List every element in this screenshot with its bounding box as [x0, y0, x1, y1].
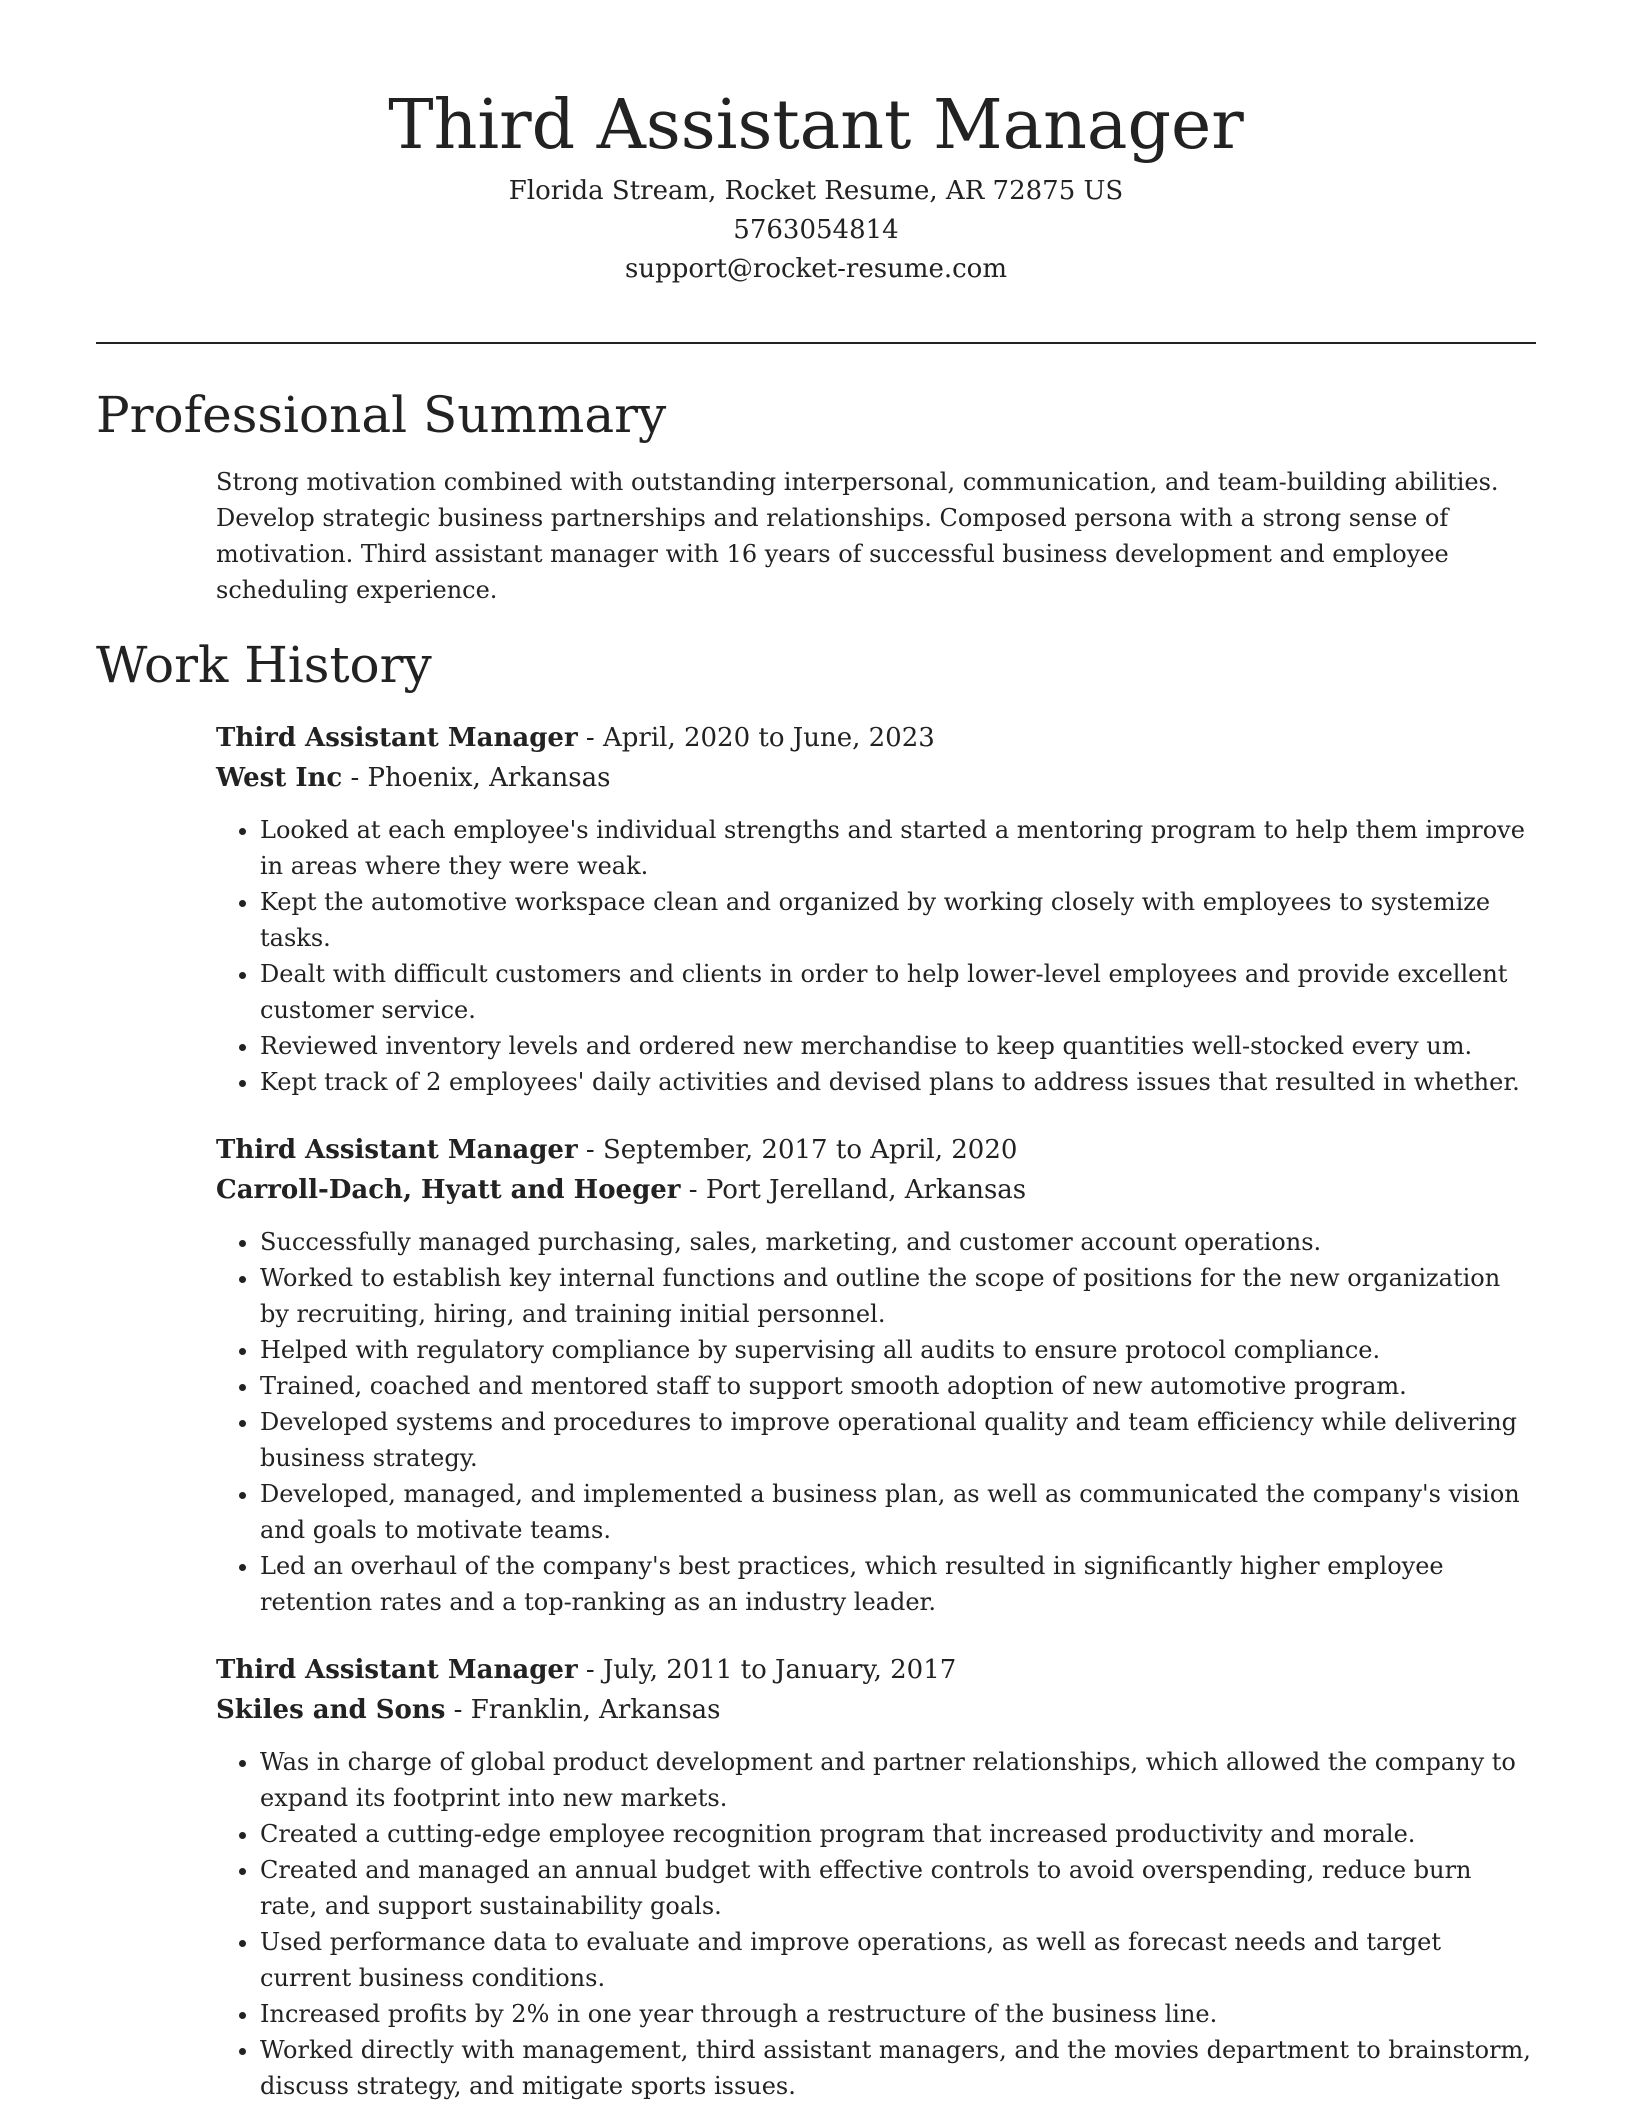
job-separator: - — [680, 1175, 706, 1205]
job-title: Third Assistant Manager — [216, 1135, 578, 1165]
job-dates: July, 2011 to January, 2017 — [602, 1655, 957, 1685]
job-location: Port Jerelland, Arkansas — [705, 1175, 1027, 1205]
resume-header — [96, 80, 1536, 289]
job-bullet: • Created a cutting-edge employee recognition program that increased productivity and morale. — [260, 1816, 1536, 1852]
job-bullet-list — [216, 812, 1536, 1100]
job-dates: September, 2017 to April, 2020 — [602, 1135, 1018, 1165]
job-title-line — [216, 1130, 1536, 1170]
job-company-line — [216, 758, 1536, 798]
summary-heading: Professional Summary — [96, 386, 667, 444]
summary-text: Strong motivation combined with outstanding interpersonal, communication, and team-building abilities. Develop strategic business partnerships and relationships. Composed persona with a strong sense of motivation. Third assistant manager with 16 years of successful business development and employee scheduling experience. — [216, 468, 1499, 604]
work-history-list — [96, 718, 1536, 2104]
job-title-line — [216, 718, 1536, 758]
contact-phone: 5763054814 — [733, 215, 899, 245]
job-bullet: • Trained, coached and mentored staff to support smooth adoption of new automotive program. — [260, 1368, 1536, 1404]
resume-body — [96, 380, 1536, 2112]
work-history-heading: Work History — [96, 636, 432, 694]
job-separator: - — [445, 1695, 471, 1725]
job-company: West Inc — [216, 763, 343, 793]
job-bullet: • Reviewed inventory levels and ordered new merchandise to keep quantities well-stocked every um. — [260, 1028, 1536, 1064]
job-bullet: • Worked directly with management, third assistant managers, and the movies department to brainstorm, discuss strategy, and mitigate sports issues. — [260, 2032, 1536, 2104]
job-bullet: • Successfully managed purchasing, sales, marketing, and customer account operations. — [260, 1224, 1536, 1260]
job-entry — [216, 1650, 1536, 2104]
job-bullet: • Increased profits by 2% in one year through a restructure of the business line. — [260, 1996, 1536, 2032]
job-dates: April, 2020 to June, 2023 — [602, 723, 935, 753]
contact-address: Florida Stream, Rocket Resume, AR 72875 US — [508, 176, 1124, 206]
job-bullet: • Developed, managed, and implemented a business plan, as well as communicated the company's vision and goals to motivate teams. — [260, 1476, 1536, 1548]
job-location: Franklin, Arkansas — [470, 1695, 721, 1725]
job-location: Phoenix, Arkansas — [367, 763, 611, 793]
candidate-name: Third Assistant Manager — [388, 86, 1244, 165]
job-company-line — [216, 1170, 1536, 1210]
job-title: Third Assistant Manager — [216, 723, 578, 753]
job-bullet-list — [216, 1224, 1536, 1620]
job-bullet: • Kept the automotive workspace clean and organized by working closely with employees to systemize tasks. — [260, 884, 1536, 956]
job-bullet: • Used performance data to evaluate and improve operations, as well as forecast needs and target current business conditions. — [260, 1924, 1536, 1996]
job-bullet: • Created and managed an annual budget with effective controls to avoid overspending, reduce burn rate, and support sustainability goals. — [260, 1852, 1536, 1924]
job-company: Skiles and Sons — [216, 1695, 446, 1725]
job-bullet: • Worked to establish key internal functions and outline the scope of positions for the new organization by recruiting, hiring, and training initial personnel. — [260, 1260, 1536, 1332]
job-separator: - — [577, 1135, 603, 1165]
job-title-line — [216, 1650, 1536, 1690]
job-company: Carroll-Dach, Hyatt and Hoeger — [216, 1175, 681, 1205]
job-entry — [216, 1130, 1536, 1620]
header-divider — [96, 342, 1536, 344]
contact-email: support@rocket-resume.com — [624, 254, 1007, 284]
job-bullet: • Kept track of 2 employees' daily activities and devised plans to address issues that resulted in whether. — [260, 1064, 1536, 1100]
job-separator: - — [577, 1655, 603, 1685]
job-bullet: • Dealt with difficult customers and clients in order to help lower-level employees and provide excellent customer service. — [260, 956, 1536, 1028]
job-company-line — [216, 1690, 1536, 1730]
job-bullet: • Developed systems and procedures to improve operational quality and team efficiency while delivering business strategy. — [260, 1404, 1536, 1476]
job-bullet: • Helped with regulatory compliance by supervising all audits to ensure protocol compliance. — [260, 1332, 1536, 1368]
job-separator: - — [342, 763, 368, 793]
job-bullet: • Looked at each employee's individual strengths and started a mentoring program to help them improve in areas where they were weak. — [260, 812, 1536, 884]
job-bullet: • Led an overhaul of the company's best practices, which resulted in significantly higher employee retention rates and a top-ranking as an industry leader. — [260, 1548, 1536, 1620]
job-separator: - — [577, 723, 603, 753]
job-bullet-list — [216, 1744, 1536, 2104]
job-title: Third Assistant Manager — [216, 1655, 578, 1685]
job-entry — [216, 718, 1536, 1100]
job-bullet: • Was in charge of global product development and partner relationships, which allowed the company to expand its footprint into new markets. — [260, 1744, 1536, 1816]
